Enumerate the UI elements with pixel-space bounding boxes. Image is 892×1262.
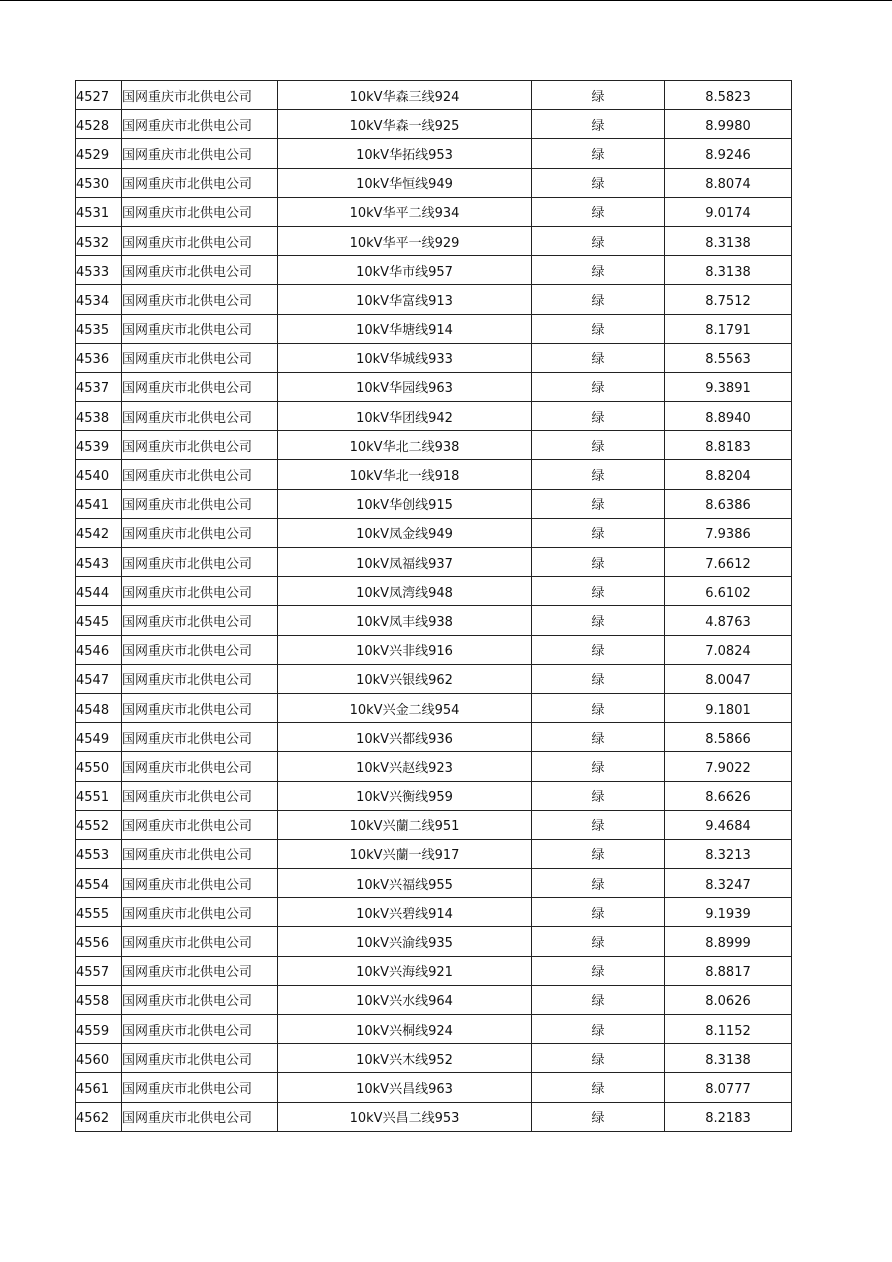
row-id-cell: 4550 [76,752,122,781]
status-cell: 绿 [532,723,665,752]
row-id-cell: 4543 [76,548,122,577]
line-name-cell: 10kV华拓线953 [278,139,532,168]
status-cell: 绿 [532,343,665,372]
value-cell: 7.9022 [665,752,792,781]
table-row [76,81,792,110]
status-cell: 绿 [532,226,665,255]
company-cell: 国网重庆市北供电公司 [122,1044,278,1073]
value-cell: 8.8999 [665,927,792,956]
status-cell: 绿 [532,956,665,985]
table-row [76,693,792,722]
value-cell: 8.9980 [665,110,792,139]
row-id-cell: 4536 [76,343,122,372]
company-cell: 国网重庆市北供电公司 [122,489,278,518]
company-cell: 国网重庆市北供电公司 [122,985,278,1014]
line-name-cell: 10kV兴蘭一线917 [278,839,532,868]
line-name-cell: 10kV兴福线955 [278,869,532,898]
line-name-cell: 10kV兴非线916 [278,635,532,664]
status-cell: 绿 [532,839,665,868]
value-cell: 8.3138 [665,226,792,255]
value-cell: 8.5563 [665,343,792,372]
row-id-cell: 4533 [76,256,122,285]
value-cell: 8.8183 [665,431,792,460]
table-row [76,518,792,547]
value-cell: 6.6102 [665,577,792,606]
company-cell: 国网重庆市北供电公司 [122,1102,278,1131]
line-name-cell: 10kV兴碧线914 [278,898,532,927]
line-name-cell: 10kV华创线915 [278,489,532,518]
company-cell: 国网重庆市北供电公司 [122,956,278,985]
line-name-cell: 10kV华塘线914 [278,314,532,343]
line-name-cell: 10kV华森一线925 [278,110,532,139]
line-name-cell: 10kV兴昌二线953 [278,1102,532,1131]
row-id-cell: 4549 [76,723,122,752]
status-cell: 绿 [532,1073,665,1102]
row-id-cell: 4544 [76,577,122,606]
value-cell: 9.3891 [665,372,792,401]
table-row [76,635,792,664]
company-cell: 国网重庆市北供电公司 [122,635,278,664]
status-cell: 绿 [532,314,665,343]
company-cell: 国网重庆市北供电公司 [122,226,278,255]
value-cell: 8.8817 [665,956,792,985]
value-cell: 8.3247 [665,869,792,898]
line-name-cell: 10kV兴都线936 [278,723,532,752]
value-cell: 8.0047 [665,664,792,693]
row-id-cell: 4559 [76,1015,122,1044]
status-cell: 绿 [532,927,665,956]
line-name-cell: 10kV华北一线918 [278,460,532,489]
line-name-cell: 10kV兴渝线935 [278,927,532,956]
status-cell: 绿 [532,139,665,168]
line-name-cell: 10kV兴蘭二线951 [278,810,532,839]
table-row [76,723,792,752]
company-cell: 国网重庆市北供电公司 [122,518,278,547]
company-cell: 国网重庆市北供电公司 [122,256,278,285]
company-cell: 国网重庆市北供电公司 [122,197,278,226]
row-id-cell: 4551 [76,781,122,810]
table-row [76,314,792,343]
line-name-cell: 10kV兴银线962 [278,664,532,693]
company-cell: 国网重庆市北供电公司 [122,927,278,956]
company-cell: 国网重庆市北供电公司 [122,548,278,577]
value-cell: 9.1939 [665,898,792,927]
status-cell: 绿 [532,431,665,460]
company-cell: 国网重庆市北供电公司 [122,314,278,343]
table-row [76,402,792,431]
company-cell: 国网重庆市北供电公司 [122,781,278,810]
table-row [76,1102,792,1131]
table-row [76,285,792,314]
row-id-cell: 4556 [76,927,122,956]
table-row [76,985,792,1014]
row-id-cell: 4529 [76,139,122,168]
data-table [75,80,792,1132]
company-cell: 国网重庆市北供电公司 [122,343,278,372]
row-id-cell: 4542 [76,518,122,547]
table-row [76,489,792,518]
table-row [76,927,792,956]
table-row [76,343,792,372]
row-id-cell: 4557 [76,956,122,985]
line-name-cell: 10kV华北二线938 [278,431,532,460]
row-id-cell: 4547 [76,664,122,693]
value-cell: 8.5823 [665,81,792,110]
line-name-cell: 10kV华城线933 [278,343,532,372]
company-cell: 国网重庆市北供电公司 [122,110,278,139]
line-name-cell: 10kV兴昌线963 [278,1073,532,1102]
value-cell: 8.2183 [665,1102,792,1131]
line-name-cell: 10kV华富线913 [278,285,532,314]
table-row [76,664,792,693]
value-cell: 4.8763 [665,606,792,635]
company-cell: 国网重庆市北供电公司 [122,81,278,110]
table-row [76,197,792,226]
status-cell: 绿 [532,606,665,635]
status-cell: 绿 [532,110,665,139]
value-cell: 7.0824 [665,635,792,664]
value-cell: 9.0174 [665,197,792,226]
table-row [76,1015,792,1044]
line-name-cell: 10kV华恒线949 [278,168,532,197]
line-name-cell: 10kV兴水线964 [278,985,532,1014]
row-id-cell: 4562 [76,1102,122,1131]
company-cell: 国网重庆市北供电公司 [122,606,278,635]
value-cell: 9.1801 [665,693,792,722]
value-cell: 8.3138 [665,256,792,285]
company-cell: 国网重庆市北供电公司 [122,869,278,898]
row-id-cell: 4527 [76,81,122,110]
status-cell: 绿 [532,635,665,664]
table-row [76,110,792,139]
line-name-cell: 10kV华平二线934 [278,197,532,226]
company-cell: 国网重庆市北供电公司 [122,752,278,781]
line-name-cell: 10kV华市线957 [278,256,532,285]
status-cell: 绿 [532,489,665,518]
row-id-cell: 4538 [76,402,122,431]
line-name-cell: 10kV华团线942 [278,402,532,431]
table-row [76,256,792,285]
line-name-cell: 10kV兴木线952 [278,1044,532,1073]
company-cell: 国网重庆市北供电公司 [122,372,278,401]
status-cell: 绿 [532,548,665,577]
value-cell: 8.3213 [665,839,792,868]
company-cell: 国网重庆市北供电公司 [122,577,278,606]
row-id-cell: 4555 [76,898,122,927]
status-cell: 绿 [532,985,665,1014]
status-cell: 绿 [532,664,665,693]
row-id-cell: 4535 [76,314,122,343]
company-cell: 国网重庆市北供电公司 [122,898,278,927]
table-row [76,431,792,460]
status-cell: 绿 [532,402,665,431]
company-cell: 国网重庆市北供电公司 [122,693,278,722]
table-row [76,869,792,898]
company-cell: 国网重庆市北供电公司 [122,810,278,839]
line-name-cell: 10kV兴赵线923 [278,752,532,781]
row-id-cell: 4548 [76,693,122,722]
value-cell: 8.8204 [665,460,792,489]
table-row [76,577,792,606]
status-cell: 绿 [532,168,665,197]
table-row [76,460,792,489]
status-cell: 绿 [532,460,665,489]
table-row [76,781,792,810]
value-cell: 8.8074 [665,168,792,197]
value-cell: 8.5866 [665,723,792,752]
table-row [76,606,792,635]
table-row [76,956,792,985]
line-name-cell: 10kV华平一线929 [278,226,532,255]
company-cell: 国网重庆市北供电公司 [122,1015,278,1044]
status-cell: 绿 [532,518,665,547]
row-id-cell: 4539 [76,431,122,460]
company-cell: 国网重庆市北供电公司 [122,664,278,693]
row-id-cell: 4546 [76,635,122,664]
company-cell: 国网重庆市北供电公司 [122,402,278,431]
row-id-cell: 4528 [76,110,122,139]
row-id-cell: 4541 [76,489,122,518]
value-cell: 8.9246 [665,139,792,168]
status-cell: 绿 [532,752,665,781]
table-row [76,839,792,868]
table-row [76,752,792,781]
table-row [76,1073,792,1102]
row-id-cell: 4537 [76,372,122,401]
company-cell: 国网重庆市北供电公司 [122,1073,278,1102]
value-cell: 8.6386 [665,489,792,518]
line-name-cell: 10kV凤福线937 [278,548,532,577]
status-cell: 绿 [532,810,665,839]
table-row [76,810,792,839]
value-cell: 7.9386 [665,518,792,547]
table-row [76,168,792,197]
status-cell: 绿 [532,693,665,722]
status-cell: 绿 [532,372,665,401]
row-id-cell: 4534 [76,285,122,314]
line-name-cell: 10kV兴衡线959 [278,781,532,810]
status-cell: 绿 [532,781,665,810]
line-name-cell: 10kV兴桐线924 [278,1015,532,1044]
line-name-cell: 10kV凤金线949 [278,518,532,547]
table-row [76,898,792,927]
value-cell: 8.7512 [665,285,792,314]
company-cell: 国网重庆市北供电公司 [122,431,278,460]
row-id-cell: 4560 [76,1044,122,1073]
row-id-cell: 4545 [76,606,122,635]
row-id-cell: 4553 [76,839,122,868]
status-cell: 绿 [532,285,665,314]
row-id-cell: 4552 [76,810,122,839]
row-id-cell: 4558 [76,985,122,1014]
line-name-cell: 10kV华园线963 [278,372,532,401]
page-top-border [0,0,892,1]
company-cell: 国网重庆市北供电公司 [122,168,278,197]
table-row [76,1044,792,1073]
value-cell: 8.0777 [665,1073,792,1102]
company-cell: 国网重庆市北供电公司 [122,460,278,489]
value-cell: 8.1791 [665,314,792,343]
status-cell: 绿 [532,577,665,606]
value-cell: 8.0626 [665,985,792,1014]
status-cell: 绿 [532,1015,665,1044]
line-name-cell: 10kV凤丰线938 [278,606,532,635]
row-id-cell: 4531 [76,197,122,226]
status-cell: 绿 [532,869,665,898]
status-cell: 绿 [532,197,665,226]
status-cell: 绿 [532,1102,665,1131]
row-id-cell: 4561 [76,1073,122,1102]
value-cell: 8.3138 [665,1044,792,1073]
table-row [76,548,792,577]
line-name-cell: 10kV凤湾线948 [278,577,532,606]
company-cell: 国网重庆市北供电公司 [122,839,278,868]
status-cell: 绿 [532,898,665,927]
value-cell: 8.1152 [665,1015,792,1044]
row-id-cell: 4532 [76,226,122,255]
row-id-cell: 4554 [76,869,122,898]
row-id-cell: 4530 [76,168,122,197]
line-name-cell: 10kV华森三线924 [278,81,532,110]
table-row [76,139,792,168]
company-cell: 国网重庆市北供电公司 [122,285,278,314]
company-cell: 国网重庆市北供电公司 [122,723,278,752]
value-cell: 8.8940 [665,402,792,431]
value-cell: 9.4684 [665,810,792,839]
value-cell: 8.6626 [665,781,792,810]
row-id-cell: 4540 [76,460,122,489]
table-row [76,372,792,401]
status-cell: 绿 [532,256,665,285]
value-cell: 7.6612 [665,548,792,577]
table-row [76,226,792,255]
table-body [76,81,792,1132]
status-cell: 绿 [532,81,665,110]
company-cell: 国网重庆市北供电公司 [122,139,278,168]
line-name-cell: 10kV兴金二线954 [278,693,532,722]
status-cell: 绿 [532,1044,665,1073]
line-name-cell: 10kV兴海线921 [278,956,532,985]
